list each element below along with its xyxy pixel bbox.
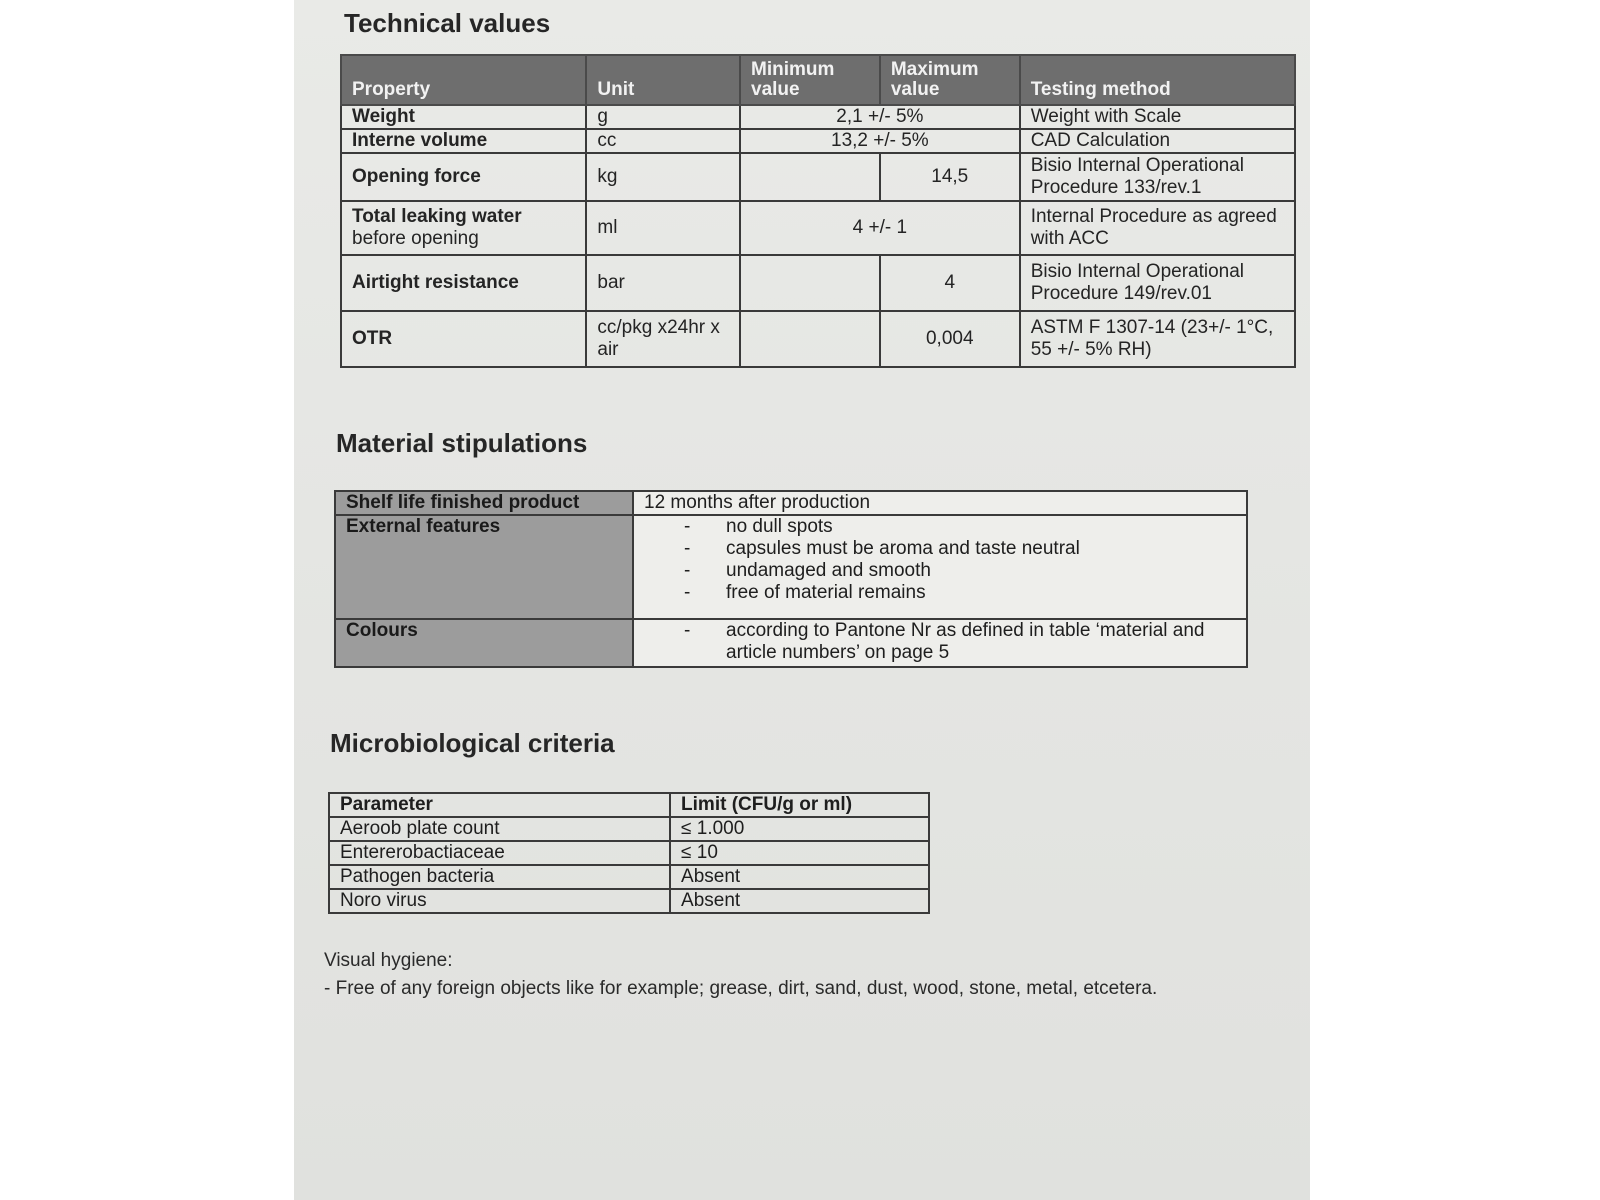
limit-cell: ≤ 1.000 [670,817,929,841]
parameter-cell: Pathogen bacteria [329,865,670,889]
external-features-list [633,515,1247,619]
unit-cell: cc/pkg x24hr x air [586,311,740,367]
microbiological-criteria-heading: Microbiological criteria [330,728,615,758]
list-item: - undamaged and smooth [644,560,1236,582]
visual-hygiene-text: - Free of any foreign objects like for example; grease, dirt, sand, dust, wood, stone, metal, etcetera. [324,978,1158,999]
max-cell: 14,5 [880,153,1020,201]
min-cell [740,153,880,201]
unit-cell: bar [586,255,740,311]
technical-values-heading: Technical values [344,8,551,38]
property-cell: Airtight resistance [341,255,586,311]
table-row [341,105,1295,129]
technical-values-table [340,54,1296,368]
colours-list [633,619,1247,667]
table-row [335,491,1247,515]
table-row [341,129,1295,153]
material-stipulations-heading: Material stipulations [336,428,588,458]
header-property: Property [341,55,586,105]
range-cell: 13,2 +/- 5% [740,129,1020,153]
property-cell: Weight [341,105,586,129]
table-row [341,201,1295,255]
range-cell: 2,1 +/- 5% [740,105,1020,129]
limit-cell: Absent [670,889,929,913]
min-cell [740,255,880,311]
material-stipulations-table [334,490,1248,668]
list-item: - free of material remains [644,582,1236,604]
header-unit: Unit [586,55,740,105]
shelf-life-label: Shelf life finished product [335,491,633,515]
method-cell: Internal Procedure as agreed with ACC [1020,201,1295,255]
unit-cell: kg [586,153,740,201]
table-row [341,255,1295,311]
table-header-row [341,55,1295,105]
method-cell: ASTM F 1307-14 (23+/- 1°C, 55 +/- 5% RH) [1020,311,1295,367]
table-row [341,153,1295,201]
header-minimum: Minimum value [740,55,880,105]
colours-label: Colours [335,619,633,667]
list-item: - no dull spots [644,516,1236,538]
limit-cell: ≤ 10 [670,841,929,865]
unit-cell: cc [586,129,740,153]
max-cell: 4 [880,255,1020,311]
unit-cell: ml [586,201,740,255]
header-maximum: Maximum value [880,55,1020,105]
table-row [329,817,929,841]
table-row [341,311,1295,367]
unit-cell: g [586,105,740,129]
property-cell: Opening force [341,153,586,201]
property-sublabel: before opening [352,228,479,249]
parameter-cell: Noro virus [329,889,670,913]
table-row [335,619,1247,667]
table-row [329,841,929,865]
method-cell: Bisio Internal Operational Procedure 149/rev.01 [1020,255,1295,311]
list-item: - capsules must be aroma and taste neutral [644,538,1236,560]
method-cell: CAD Calculation [1020,129,1295,153]
parameter-cell: Entererobactiaceae [329,841,670,865]
property-cell: OTR [341,311,586,367]
table-row [329,865,929,889]
property-label: Total leaking water [352,206,522,227]
property-cell [341,201,586,255]
visual-hygiene-label: Visual hygiene: [324,950,453,971]
table-row [329,889,929,913]
max-cell: 0,004 [880,311,1020,367]
header-parameter: Parameter [329,793,670,817]
min-cell [740,311,880,367]
external-features-label: External features [335,515,633,619]
header-limit: Limit (CFU/g or ml) [670,793,929,817]
header-testing-method: Testing method [1020,55,1295,105]
limit-cell: Absent [670,865,929,889]
list-item: - according to Pantone Nr as defined in table ‘material and article numbers’ on page 5 [644,620,1236,664]
parameter-cell: Aeroob plate count [329,817,670,841]
shelf-life-value: 12 months after production [633,491,1247,515]
microbiological-table [328,792,930,914]
property-cell: Interne volume [341,129,586,153]
table-header-row [329,793,929,817]
method-cell: Weight with Scale [1020,105,1295,129]
method-cell: Bisio Internal Operational Procedure 133/rev.1 [1020,153,1295,201]
range-cell: 4 +/- 1 [740,201,1020,255]
table-row [335,515,1247,619]
